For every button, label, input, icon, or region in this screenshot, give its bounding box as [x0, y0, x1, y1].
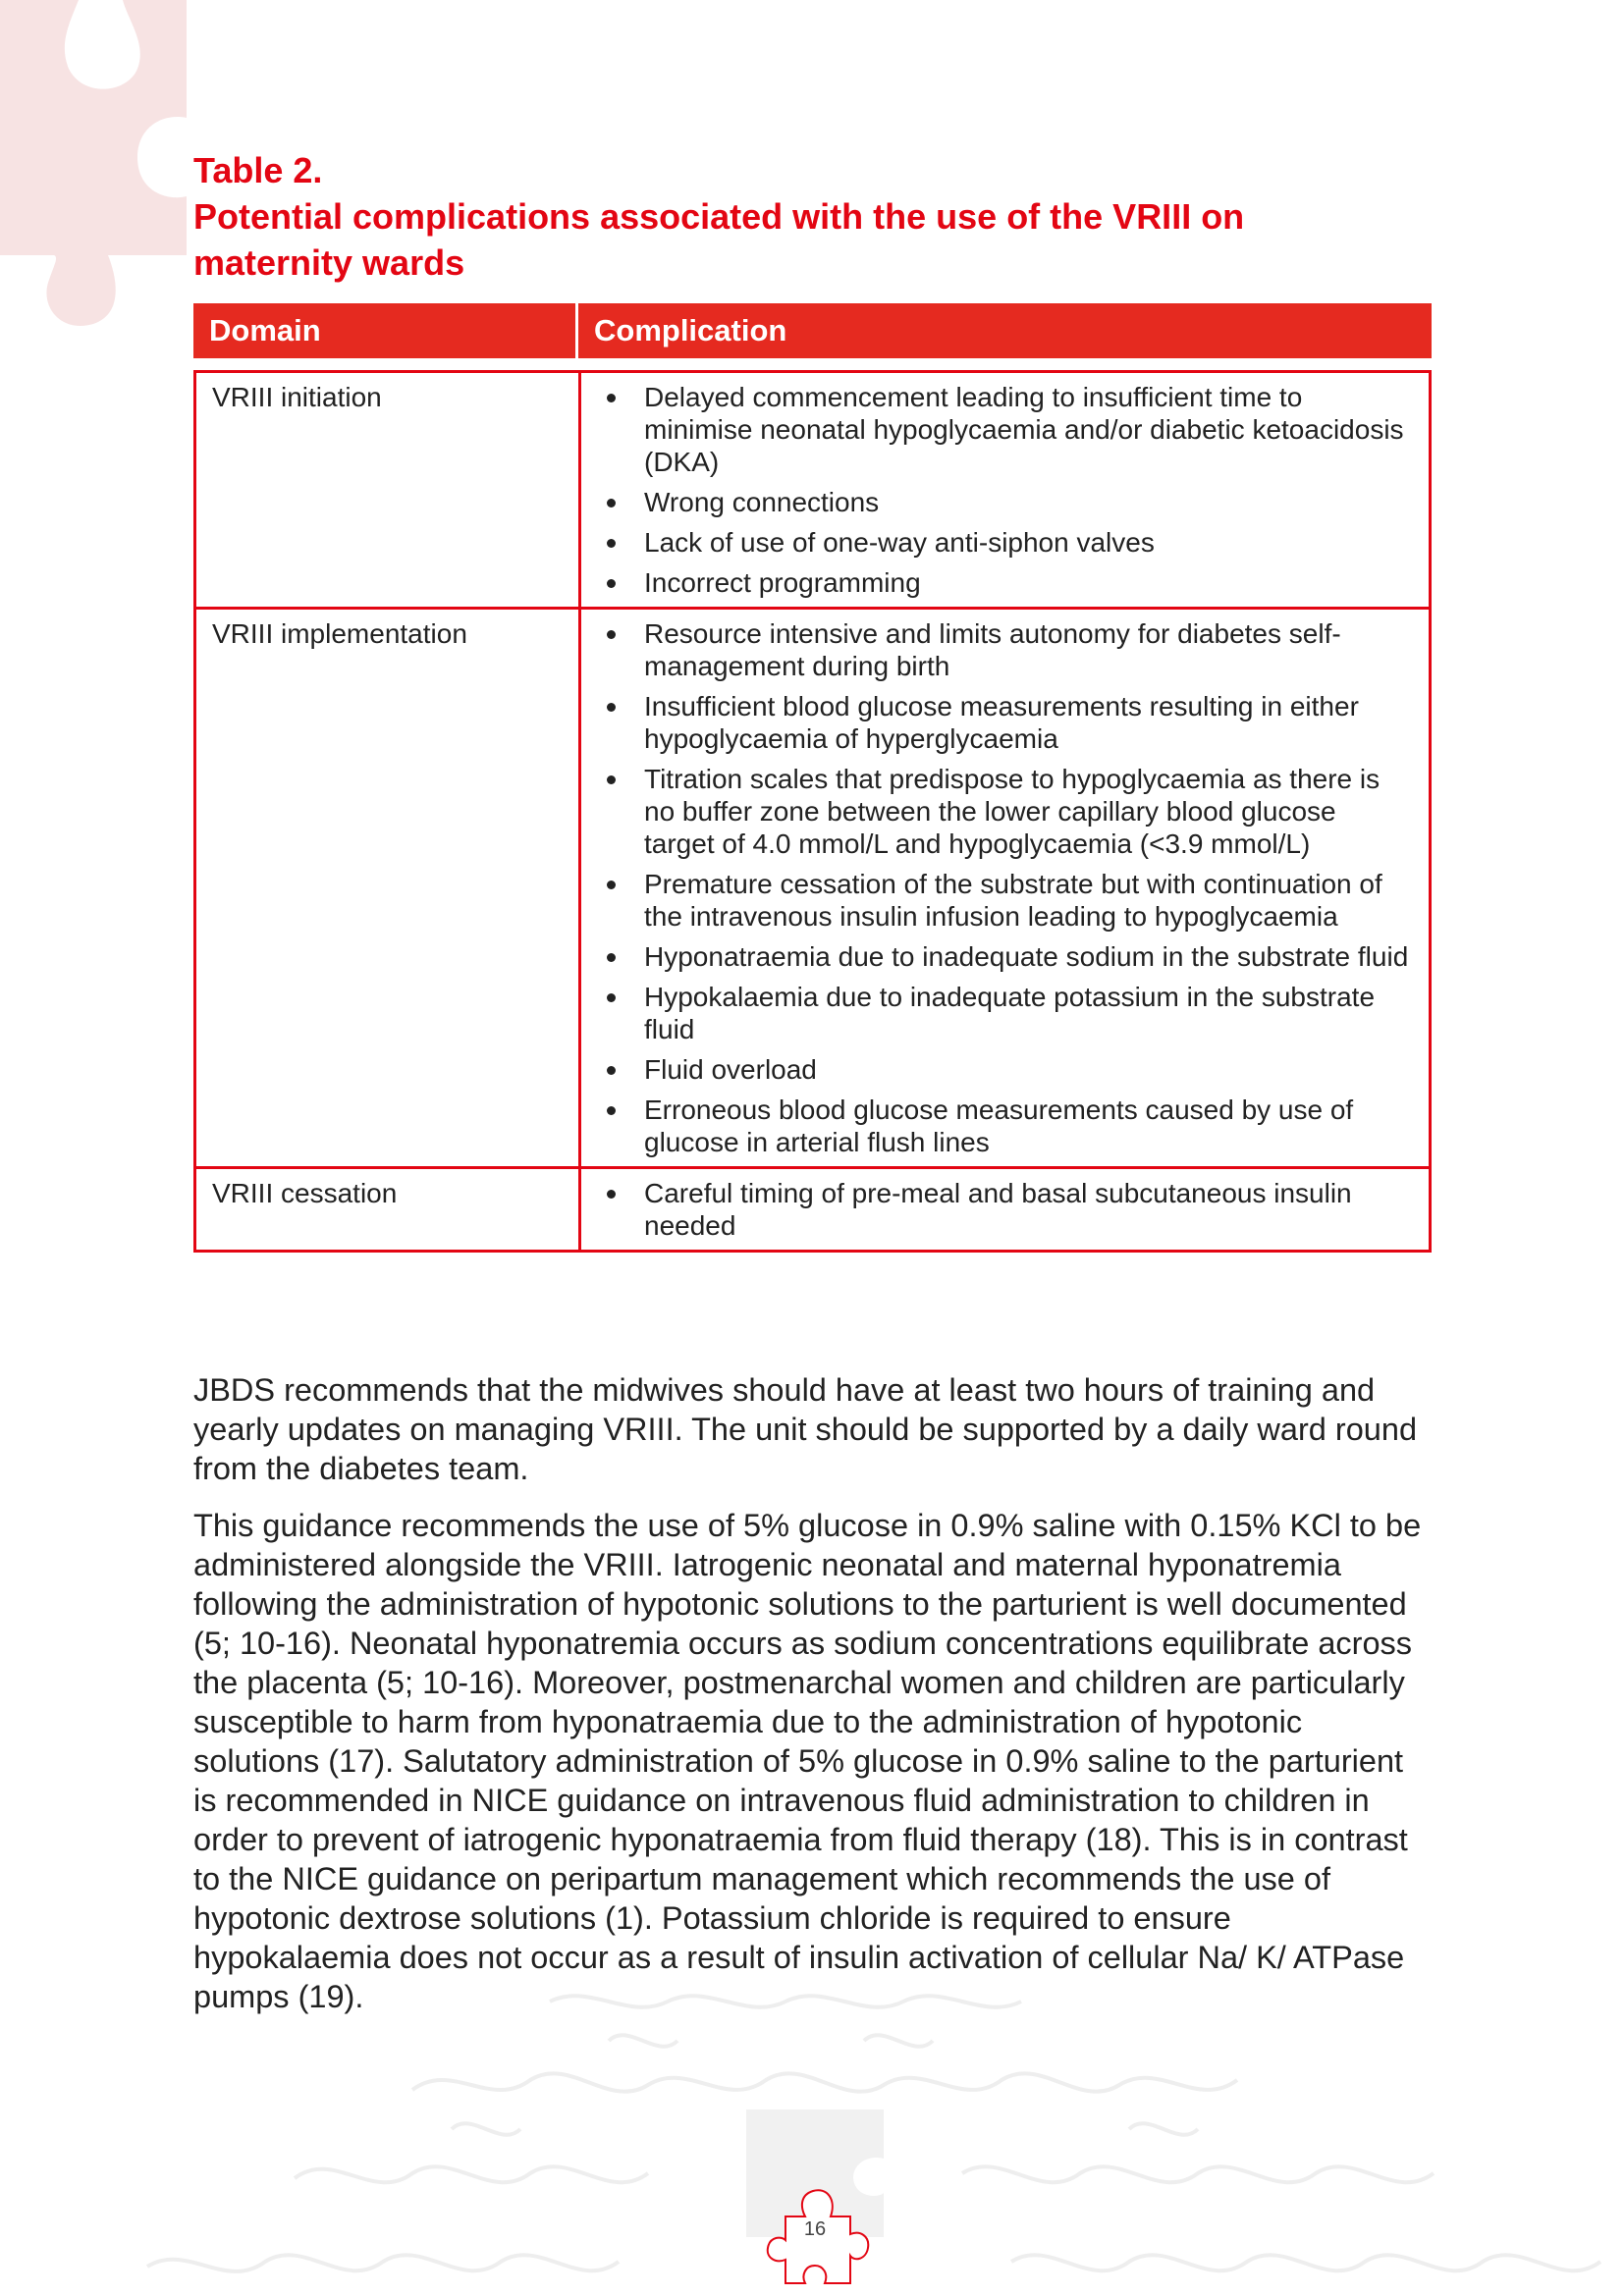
complications-table [193, 303, 1432, 1253]
list-item: Hyponatraemia due to inadequate sodium in the substrate fluid [599, 940, 1413, 973]
list-item: Incorrect programming [599, 566, 1413, 599]
list-item: Wrong connections [599, 486, 1413, 518]
column-header-domain: Domain [193, 303, 578, 370]
table-title-line-2: maternity wards [193, 242, 465, 283]
table-row [193, 610, 1432, 1169]
complication-cell [578, 610, 1432, 1169]
list-item: Careful timing of pre-meal and basal subcutaneous insulin needed [599, 1177, 1413, 1242]
domain-cell: VRIII cessation [193, 1169, 578, 1253]
list-item: Insufficient blood glucose measurements resulting in either hypoglycaemia of hyperglycaemia [599, 690, 1413, 755]
paragraph: JBDS recommends that the midwives should have at least two hours of training and yearly updates on managing VRIII. The unit should be supported by a daily ward round from the diabetes team. [193, 1372, 1418, 1486]
list-item: Lack of use of one-way anti-siphon valves [599, 526, 1413, 559]
table-row [193, 1169, 1432, 1253]
list-item: Hypokalaemia due to inadequate potassium in the substrate fluid [599, 981, 1413, 1045]
paragraph: This guidance recommends the use of 5% glucose in 0.9% saline with 0.15% KCl to be administered alongside the VRIII. Iatrogenic neonatal and maternal hyponatremia following the administration of hypotonic solutions to the parturient is well documented (5; 10-16). Neonatal hyponatremia occurs as sodium concentrations equilibrate across the placenta (5; 10-16). Moreover, postmenarchal women and children are particularly susceptible to harm from hyponatraemia due to the administration of hypotonic solutions (17). Salutatory administration of 5% glucose in 0.9% saline to the parturient is recommended in NICE guidance on intravenous fluid administration to children in order to prevent of iatrogenic hyponatraemia from fluid therapy (18). This is in contrast to the NICE guidance on peripartum management which recommends the use of hypotonic dextrose solutions (1). Potassium chloride is required to ensure hypokalaemia does not occur as a result of insulin activation of cellular Na/ K/ ATPase pumps (19). [193, 1508, 1422, 2014]
domain-cell: VRIII initiation [193, 370, 578, 610]
table-title-line-1: Potential complications associated with the use of the VRIII on [193, 196, 1245, 237]
page-number: 16 [803, 2218, 827, 2240]
page-number-badge [756, 2177, 874, 2293]
puzzle-piece-icon [0, 0, 187, 353]
domain-cell: VRIII implementation [193, 610, 578, 1169]
list-item: Titration scales that predispose to hypoglycaemia as there is no buffer zone between the lower capillary blood glucose target of 4.0 mmol/L and hypoglycaemia (<3.9 mmol/L) [599, 763, 1413, 860]
table-label: Table 2. [193, 150, 323, 190]
table-caption [193, 147, 1421, 286]
complication-cell [578, 1169, 1432, 1253]
complication-list [599, 1177, 1413, 1242]
body-text [193, 1370, 1433, 2034]
complication-cell [578, 370, 1432, 610]
list-item: Fluid overload [599, 1053, 1413, 1086]
complication-list [599, 381, 1413, 599]
list-item: Delayed commencement leading to insufficient time to minimise neonatal hypoglycaemia and/or diabetic ketoacidosis (DKA) [599, 381, 1413, 478]
list-item: Premature cessation of the substrate but with continuation of the intravenous insulin infusion leading to hypoglycaemia [599, 868, 1413, 933]
complication-list [599, 617, 1413, 1158]
list-item: Erroneous blood glucose measurements caused by use of glucose in arterial flush lines [599, 1094, 1413, 1158]
table-header-row [193, 303, 1432, 370]
list-item: Resource intensive and limits autonomy for diabetes self-management during birth [599, 617, 1413, 682]
table-row [193, 370, 1432, 610]
column-header-complication: Complication [578, 303, 1432, 370]
